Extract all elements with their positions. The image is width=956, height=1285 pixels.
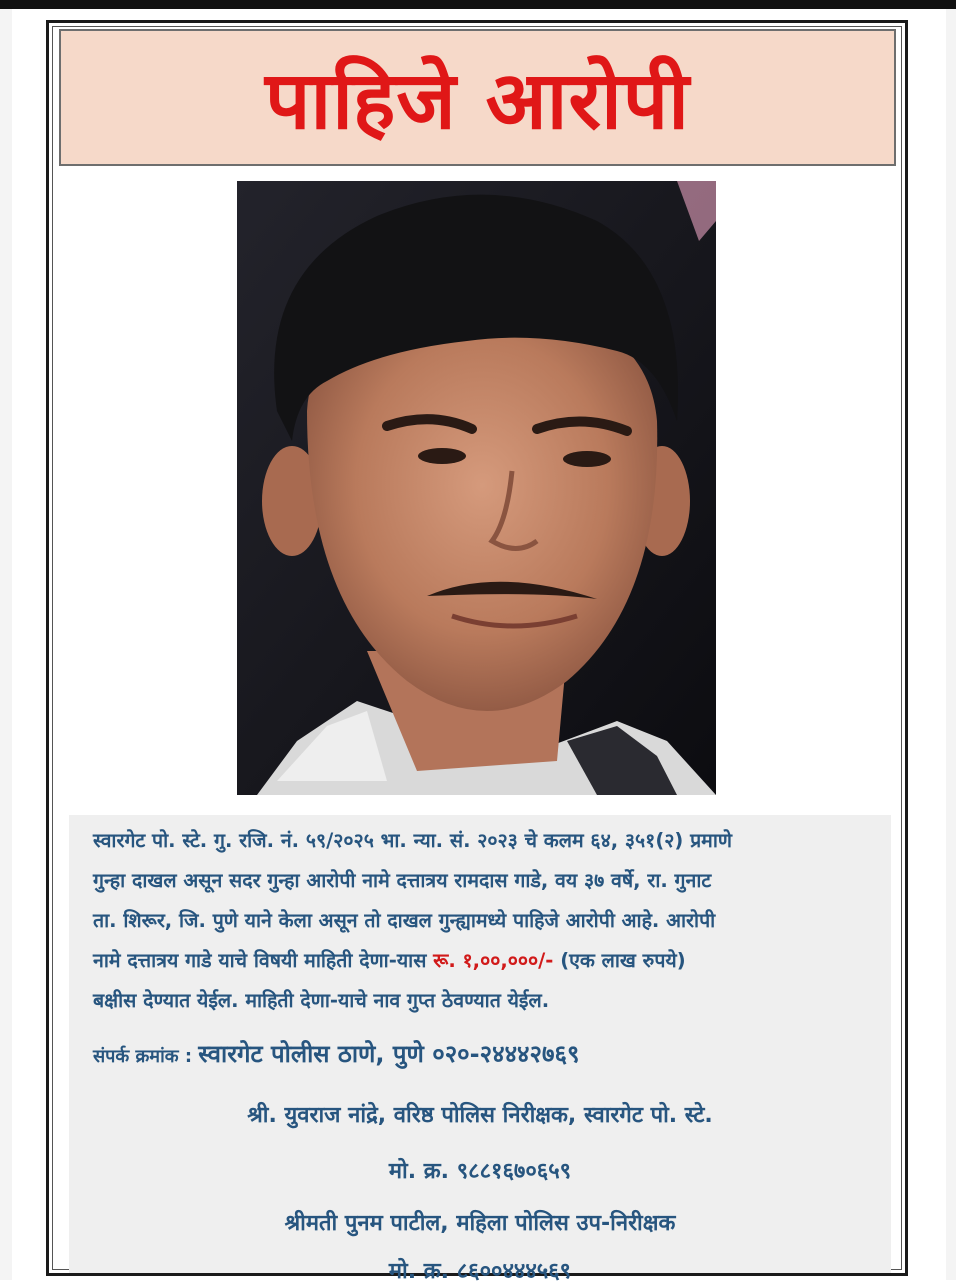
officer-senior: श्री. युवराज नांद्रे, वरिष्ठ पोलिस निरीक्षक, स्वारगेट पो. स्टे. xyxy=(247,1103,713,1128)
officer-junior-phone: मो. क्र. ८६००४४४५६९ xyxy=(388,1259,572,1284)
officer-junior: श्रीमती पुनम पाटील, महिला पोलिस उप-निरीक्षक xyxy=(284,1211,676,1236)
top-bar xyxy=(0,0,956,9)
contact-value: स्वारगेट पोलीस ठाणे, पुणे ०२०-२४४४२७६९ xyxy=(198,1040,580,1068)
wanted-poster xyxy=(46,20,908,1284)
suspect-portrait-illustration xyxy=(237,181,716,795)
text-line: बक्षीस देण्यात येईल. माहिती देणा-याचे नाव गुप्त ठेवण्यात येईल. xyxy=(93,989,550,1012)
poster-title: पाहिजे आरोपी xyxy=(265,54,690,147)
notice-paragraph xyxy=(93,821,893,1021)
contact-line xyxy=(93,1037,579,1070)
right-margin xyxy=(946,9,956,1280)
reward-text-before: नामे दत्तात्रय गाडे याचे विषयी माहिती देणा-यास xyxy=(93,949,434,972)
text-line: गुन्हा दाखल असून सदर गुन्हा आरोपी नामे दत्तात्रय रामदास गाडे, वय ३७ वर्षे, रा. गुनाट xyxy=(93,869,712,892)
reward-text-line xyxy=(93,941,893,981)
officer-senior-phone: मो. क्र. ९८८१६७०६५९ xyxy=(388,1159,572,1184)
title-banner xyxy=(59,29,896,166)
notice-text-panel xyxy=(69,815,891,1284)
text-line: स्वारगेट पो. स्टे. गु. रजि. नं. ५९/२०२५ भा. न्या. सं. २०२३ चे कलम ६४, ३५१(२) प्रमाणे xyxy=(93,829,732,852)
reward-amount: रू. १,००,०००/- xyxy=(433,949,554,972)
contact-label: संपर्क क्रमांक : xyxy=(93,1046,199,1067)
left-margin xyxy=(0,9,12,1280)
reward-text-after: (एक लाख रुपये) xyxy=(553,949,686,972)
text-line: ता. शिरूर, जि. पुणे याने केला असून तो दाखल गुन्ह्यामध्ये पाहिजे आरोपी आहे. आरोपी xyxy=(93,909,716,932)
suspect-photo xyxy=(237,181,716,795)
